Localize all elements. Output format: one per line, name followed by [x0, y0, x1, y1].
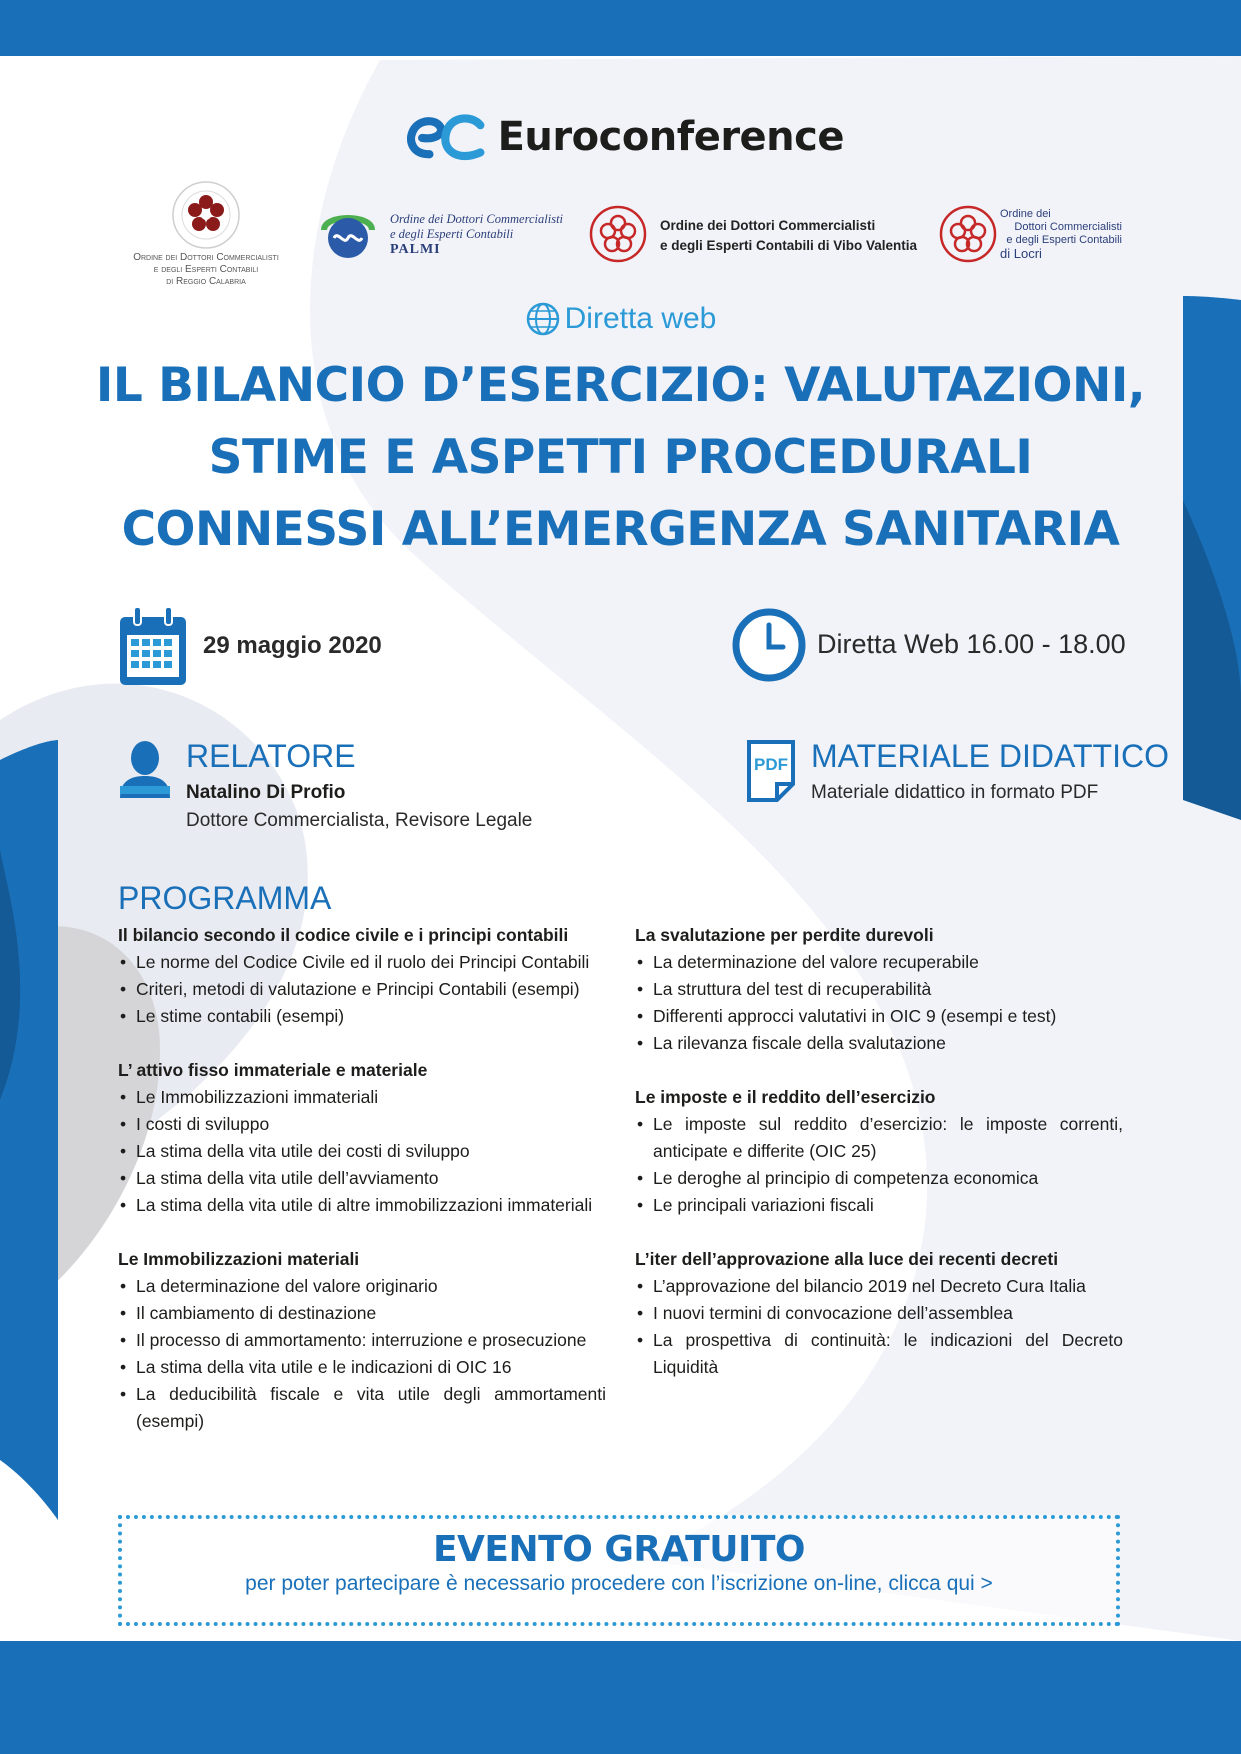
program-section: [118, 1246, 606, 1435]
program-item: • Le imposte sul reddito d’esercizio: le imposte correnti, anticipate e differite (OIC 25): [635, 1111, 1123, 1165]
program-section-title: L’ attivo fisso immateriale e materiale: [118, 1060, 428, 1080]
program-item: • La rilevanza fiscale della svalutazione: [635, 1030, 1123, 1057]
globe-icon: [525, 301, 561, 337]
program-item: • Le deroghe al principio di competenza economica: [635, 1165, 1123, 1192]
rosette-icon: [171, 180, 241, 250]
org-line: e degli Esperti Contabili: [1006, 234, 1122, 246]
org-logo-locri: [938, 204, 1128, 264]
programma-right-column: [635, 922, 1123, 1408]
program-item: • La stima della vita utile dei costi di sviluppo: [118, 1138, 606, 1165]
program-item: • Le Immobilizzazioni immateriali: [118, 1084, 606, 1111]
org-logo-palmi: [318, 204, 568, 266]
person-icon: [118, 740, 172, 800]
org-line: e degli Esperti Contabili: [153, 264, 259, 275]
program-section: [118, 922, 606, 1030]
rosette-icon: [938, 204, 998, 264]
org-line: e degli Esperti Contabili: [390, 227, 514, 241]
programma-left-column: [118, 922, 606, 1462]
program-section: [118, 1057, 606, 1219]
program-item: • Il cambiamento di destinazione: [118, 1300, 606, 1327]
program-item: • I costi di sviluppo: [118, 1111, 606, 1138]
relatore-role: Dottore Commercialista, Revisore Legale: [186, 810, 533, 831]
program-item: • Le principali variazioni fiscali: [635, 1192, 1123, 1219]
event-title: [60, 350, 1181, 566]
bottom-band: [0, 1641, 1241, 1754]
event-mode-label: Diretta web: [564, 302, 717, 335]
rosette-icon: [588, 204, 648, 264]
program-item: • Differenti approcci valutativi in OIC 9 (esempi e test): [635, 1003, 1123, 1030]
program-item: • Il processo di ammortamento: interruzione e prosecuzione: [118, 1327, 606, 1354]
program-item: • La deducibilità fiscale e vita utile degli ammortamenti (esempi): [118, 1381, 606, 1435]
materiale-heading: MATERIALE DIDATTICO: [811, 738, 1169, 774]
program-item: • L’approvazione del bilancio 2019 nel Decreto Cura Italia: [635, 1273, 1123, 1300]
program-item: • La stima della vita utile dell’avviamento: [118, 1165, 606, 1192]
program-section: [635, 1084, 1123, 1219]
program-item: • I nuovi termini di convocazione dell’assemblea: [635, 1300, 1123, 1327]
materiale-description: Materiale didattico in formato PDF: [811, 782, 1099, 803]
program-item: • La determinazione del valore originario: [118, 1273, 606, 1300]
program-section-title: La svalutazione per perdite durevoli: [635, 925, 934, 945]
pdf-icon-label: PDF: [754, 755, 788, 774]
program-item: • La stima della vita utile e le indicazioni di OIC 16: [118, 1354, 606, 1381]
ec-logo-icon: [404, 106, 488, 168]
org-line: di Reggio Calabria: [166, 276, 246, 287]
org-logo-vibo-valentia: [588, 204, 918, 264]
program-section-title: L’iter dell’approvazione alla luce dei recenti decreti: [635, 1249, 1059, 1269]
event-time: Diretta Web 16.00 - 18.00: [817, 629, 1126, 659]
program-section-title: Le Immobilizzazioni materiali: [118, 1249, 360, 1269]
org-line: e degli Esperti Contabili di Vibo Valentia: [660, 238, 918, 253]
event-mode: [0, 301, 1241, 337]
relatore-name: Natalino Di Profio: [186, 782, 346, 803]
event-title-line: CONNESSI ALL’EMERGENZA SANITARIA: [121, 502, 1120, 557]
program-item: • La struttura del test di recuperabilità: [635, 976, 1123, 1003]
program-item: • La stima della vita utile di altre immobilizzazioni immateriali: [118, 1192, 606, 1219]
palmi-emblem-icon: [318, 204, 378, 262]
top-band: [0, 0, 1241, 56]
calendar-icon: [118, 605, 188, 687]
program-section-title: Le imposte e il reddito dell’esercizio: [635, 1087, 936, 1107]
org-line: PALMI: [390, 242, 441, 257]
program-section: [635, 922, 1123, 1057]
org-line: Ordine dei Dottori Commercialisti: [660, 218, 876, 233]
brand-name: Euroconference: [497, 114, 844, 160]
euroconference-logo: [404, 106, 844, 168]
program-item: • Criteri, metodi di valutazione e Principi Contabili (esempi): [118, 976, 606, 1003]
program-item: • La determinazione del valore recuperabile: [635, 949, 1123, 976]
program-item: • La prospettiva di continuità: le indicazioni del Decreto Liquidità: [635, 1327, 1123, 1381]
program-section-title: Il bilancio secondo il codice civile e i principi contabili: [118, 925, 569, 945]
event-title-line: IL BILANCIO D’ESERCIZIO: VALUTAZIONI,: [95, 358, 1146, 413]
programma-heading: PROGRAMMA: [118, 880, 332, 916]
event-title-line: STIME E ASPETTI PROCEDURALI: [208, 430, 1033, 485]
evento-gratuito-box[interactable]: [118, 1515, 1120, 1626]
relatore-heading: RELATORE: [186, 738, 356, 774]
event-date: 29 maggio 2020: [203, 632, 382, 659]
org-line: di Locri: [1000, 246, 1042, 261]
pdf-document-icon: [745, 740, 797, 802]
org-line: Ordine dei Dottori Commercialisti: [133, 252, 279, 263]
evento-title: EVENTO GRATUITO: [432, 1529, 806, 1570]
org-logo-reggio-calabria: [118, 180, 294, 290]
org-line: Ordine dei: [1000, 208, 1051, 220]
program-item: • Le stime contabili (esempi): [118, 1003, 606, 1030]
program-item: • Le norme del Codice Civile ed il ruolo dei Principi Contabili: [118, 949, 606, 976]
registration-link[interactable]: per poter partecipare è necessario procedere con l’iscrizione on-line, clicca qui >: [245, 1572, 993, 1595]
clock-icon: [731, 607, 807, 683]
org-line: Dottori Commercialisti: [1014, 221, 1122, 233]
org-line: Ordine dei Dottori Commercialisti: [390, 212, 564, 226]
program-section: [635, 1246, 1123, 1381]
